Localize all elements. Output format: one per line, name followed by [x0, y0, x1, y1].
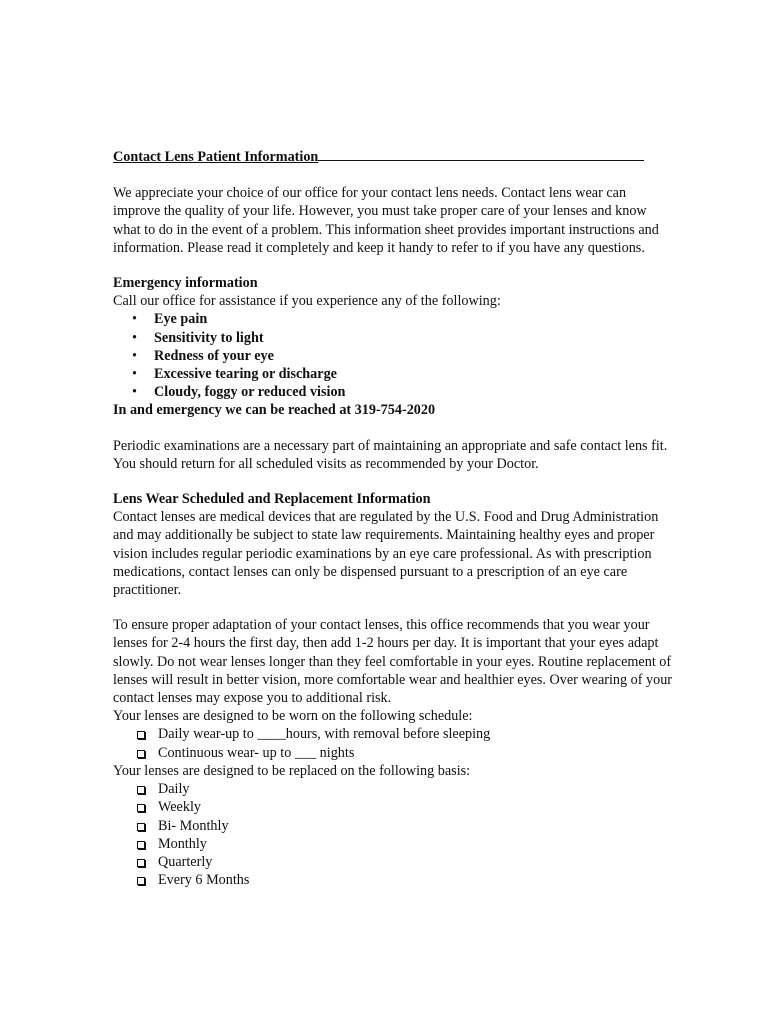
lens-wear-heading: Lens Wear Scheduled and Replacement Information — [113, 491, 431, 508]
schedule-options — [113, 725, 673, 761]
checkbox-icon[interactable] — [137, 786, 145, 794]
schedule-lead: Your lenses are designed to be worn on the following schedule: — [113, 708, 473, 725]
title-underline — [318, 146, 644, 161]
bullet-icon: • — [132, 311, 137, 328]
replacement-lead: Your lenses are designed to be replaced on the following basis: — [113, 762, 471, 779]
emergency-contact-line: In and emergency we can be reached at 319-754-2020 — [113, 402, 436, 419]
bullet-icon: • — [132, 347, 137, 364]
bullet-icon: • — [132, 366, 137, 383]
checkbox-icon[interactable] — [137, 731, 145, 739]
checkbox-icon[interactable] — [137, 804, 145, 812]
replacement-option-bi-monthly[interactable]: Bi- Monthly — [113, 817, 673, 835]
document-title: Contact Lens Patient Information — [113, 146, 673, 166]
list-item: • Redness of your eye — [132, 347, 274, 364]
replacement-options — [113, 780, 673, 889]
emergency-lead: Call our office for assistance if you experience any of the following: — [113, 293, 501, 310]
emergency-symptom-list — [113, 310, 673, 401]
replacement-option-monthly[interactable]: Monthly — [113, 835, 673, 853]
list-item: • Cloudy, foggy or reduced vision — [132, 384, 346, 401]
list-item: • Sensitivity to light — [132, 329, 264, 346]
emergency-heading: Emergency information — [113, 275, 258, 292]
list-item: • Eye pain — [132, 311, 208, 328]
bullet-icon: • — [132, 329, 137, 346]
bullet-icon: • — [132, 384, 137, 401]
checkbox-icon[interactable] — [137, 841, 145, 849]
replacement-option-daily[interactable]: Daily — [113, 780, 673, 798]
replacement-option-every-6-months[interactable]: Every 6 Months — [113, 871, 673, 889]
checkbox-icon[interactable] — [137, 877, 145, 885]
checkbox-icon[interactable] — [137, 823, 145, 831]
lens-wear-paragraph-1: Contact lenses are medical devices that are regulated by the U.S. Food and Drug Administration and may additionally be subject to state law requirements. Maintaining healthy eyes and proper vision includes regular periodic examinations by an eye care professional. As with prescription medications, contact lenses can only be dispensed pursuant to a prescription of an eye care practitioner. — [113, 509, 659, 599]
checkbox-icon[interactable] — [137, 750, 145, 758]
checkbox-icon[interactable] — [137, 859, 145, 867]
intro-paragraph: We appreciate your choice of our office for your contact lens needs. Contact lens wear can improve the quality of your life. However, you must take proper care of your lenses and know what to do in the event of a problem. This information sheet provides important instructions and information. Please read it completely and keep it handy to refer to if you have any questions. — [113, 185, 659, 256]
replacement-option-quarterly[interactable]: Quarterly — [113, 853, 673, 871]
document-page — [113, 146, 673, 889]
schedule-option-continuous-wear[interactable]: Continuous wear- up to ___ nights — [113, 744, 673, 762]
replacement-option-weekly[interactable]: Weekly — [113, 798, 673, 816]
list-item: • Excessive tearing or discharge — [132, 366, 337, 383]
lens-wear-paragraph-2: To ensure proper adaptation of your contact lenses, this office recommends that you wear your lenses for 2-4 hours the first day, then add 1-2 hours per day. It is important that your eyes adapt slowly. Do not wear lenses longer than they feel comfortable in your eyes. Routine replacement of lenses will result in better vision, more comfortable wear and healthier eyes. Over wearing of your contact lenses may expose you to additional risk. — [113, 617, 673, 707]
periodic-paragraph: Periodic examinations are a necessary part of maintaining an appropriate and safe contact lens fit. You should return for all scheduled visits as recommended by your Doctor. — [113, 437, 668, 472]
schedule-option-daily-wear[interactable]: Daily wear-up to ____hours, with removal before sleeping — [113, 725, 673, 743]
